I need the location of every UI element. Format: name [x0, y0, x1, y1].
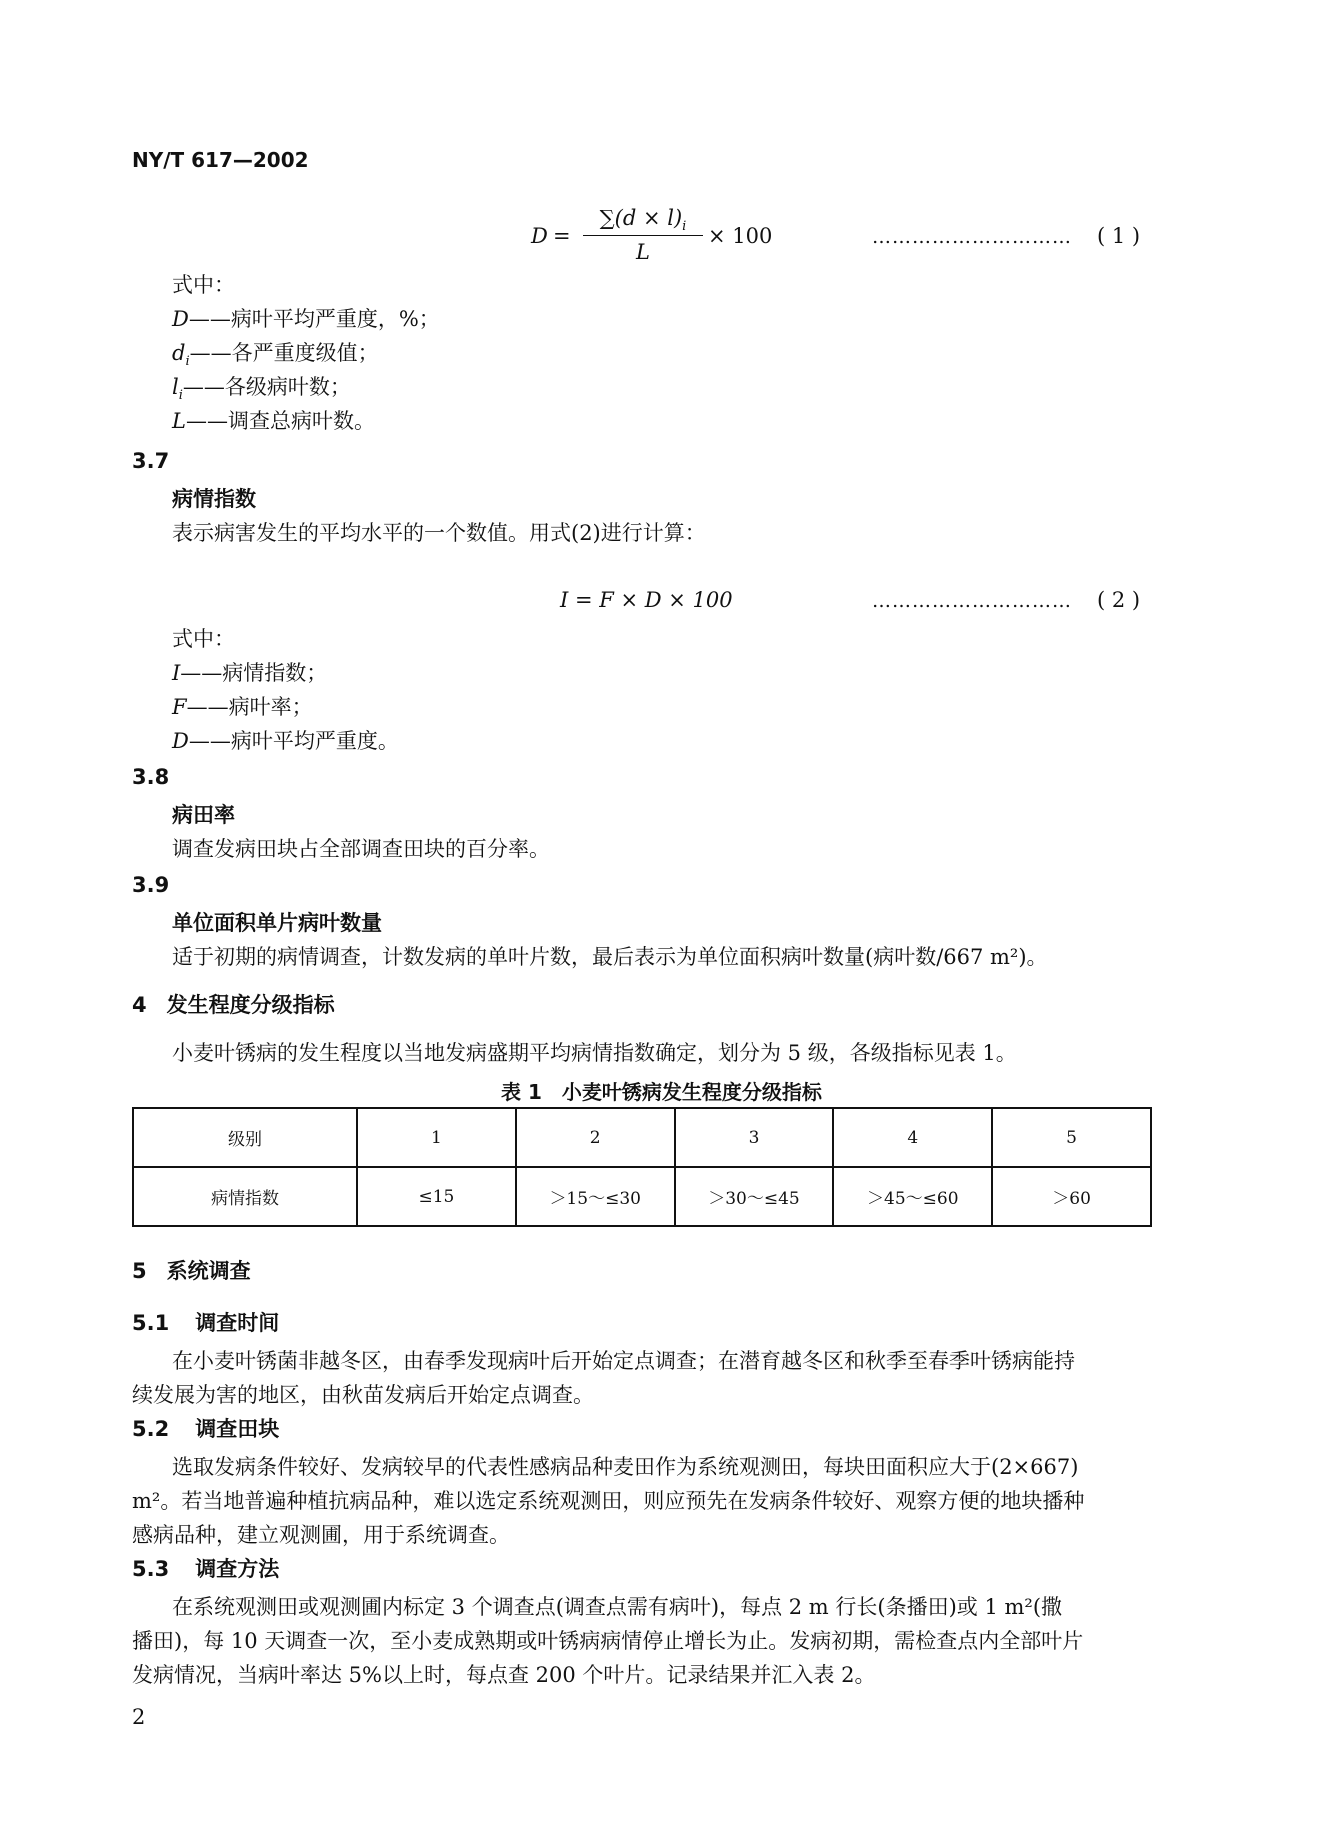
symbol: L	[172, 409, 186, 433]
symbol-subscript: i	[185, 354, 190, 370]
section-number-3-9: 3.9	[132, 873, 170, 897]
table-cell: 2	[516, 1108, 675, 1167]
table-header-cell: 级别	[133, 1108, 357, 1167]
formula-1-numerator-text: ∑(d × l)	[599, 206, 683, 230]
severity-grade-table	[132, 1107, 1152, 1227]
paragraph-line: m²。若当地普遍种植抗病品种，难以选定系统观测田，则应预先在发病条件较好、观察方便的地块播种	[132, 1489, 1085, 1513]
symbol: d	[172, 341, 186, 365]
standard-code: NY/T 617—2002	[132, 148, 309, 172]
term-diseased-field-rate: 病田率	[172, 803, 235, 827]
where2-item-F	[172, 692, 313, 722]
section-heading-5-3	[132, 1554, 279, 1584]
table-cell: 5	[992, 1108, 1151, 1167]
section-title: 调查时间	[195, 1311, 280, 1335]
section-heading-5-1	[132, 1308, 279, 1338]
symbol-description: ——病叶平均严重度。	[188, 729, 399, 753]
where2-item-D	[172, 726, 399, 756]
formula-1-denominator: L	[636, 240, 650, 264]
formula-1-dots: …………………………	[872, 226, 1072, 248]
table-header-cell: 病情指数	[133, 1167, 357, 1226]
table-cell: ＞45～≤60	[833, 1167, 992, 1226]
formula-1-eq: =	[553, 224, 571, 248]
section-title: 调查方法	[195, 1557, 280, 1581]
section-number: 4	[132, 993, 147, 1017]
paragraph-line: 续发展为害的地区，由秋苗发病后开始定点调查。	[132, 1383, 594, 1407]
section-title: 系统调查	[166, 1259, 251, 1283]
where-item-L	[172, 406, 375, 436]
formula-1-multiplier: × 100	[708, 224, 773, 248]
symbol: D	[172, 307, 189, 331]
where-item-D	[172, 304, 440, 334]
symbol: F	[172, 695, 187, 719]
section-title: 调查田块	[195, 1417, 280, 1441]
table-cell: 3	[675, 1108, 834, 1167]
table-cell: ≤15	[357, 1167, 516, 1226]
section-heading-5-2	[132, 1414, 279, 1444]
definition-diseased-field-rate: 调查发病田块占全部调查田块的百分率。	[172, 837, 550, 861]
section-number-3-7: 3.7	[132, 449, 170, 473]
paragraph-line: 在系统观测田或观测圃内标定 3 个调查点(调查点需有病叶)，每点 2 m 行长(条播田)或 1 m²(撒	[172, 1595, 1063, 1619]
symbol-description: ——各级病叶数；	[182, 375, 351, 399]
symbol-description: ——调查总病叶数。	[185, 409, 375, 433]
table-1-caption: 表 1 小麦叶锈病发生程度分级指标	[501, 1080, 822, 1104]
where-label-2: 式中：	[172, 627, 235, 651]
section-number: 5	[132, 1259, 147, 1283]
section-number: 5.3	[132, 1557, 170, 1581]
section-number: 5.2	[132, 1417, 170, 1441]
symbol: I	[172, 661, 181, 685]
paragraph-line: 在小麦叶锈菌非越冬区，由春季发现病叶后开始定点调查；在潜育越冬区和秋季至春季叶锈病能持	[172, 1349, 1075, 1373]
formula-1-numerator	[583, 206, 703, 234]
section-number-3-8: 3.8	[132, 765, 170, 789]
symbol: D	[172, 729, 189, 753]
formula-2-dots: …………………………	[872, 590, 1072, 612]
symbol-description: ——病叶率；	[186, 695, 313, 719]
paragraph-line: 发病情况，当病叶率达 5%以上时，每点查 200 个叶片。记录结果并汇入表 2。	[132, 1663, 876, 1687]
table-cell: 1	[357, 1108, 516, 1167]
formula-2-expression: I = F × D × 100	[560, 588, 733, 612]
term-disease-index: 病情指数	[172, 487, 256, 511]
definition-diseased-leaves-per-area: 适于初期的病情调查，计数发病的单叶片数，最后表示为单位面积病叶数量(病叶数/667 m²)。	[172, 945, 1048, 969]
symbol-description: ——各严重度级值；	[189, 341, 379, 365]
page-number: 2	[132, 1705, 146, 1729]
formula-2-number: ( 2 )	[1097, 588, 1141, 612]
paragraph-line: 选取发病条件较好、发病较早的代表性感病品种麦田作为系统观测田，每块田面积应大于(2×667)	[172, 1455, 1079, 1479]
formula-1-numerator-sub: i	[682, 219, 687, 235]
paragraph-line: 感病品种，建立观测圃，用于系统调查。	[132, 1523, 510, 1547]
table-cell: ＞30～≤45	[675, 1167, 834, 1226]
where-label-1: 式中：	[172, 273, 235, 297]
where2-item-I	[172, 658, 327, 688]
symbol-subscript: i	[178, 388, 183, 404]
definition-disease-index: 表示病害发生的平均水平的一个数值。用式(2)进行计算：	[172, 521, 706, 545]
symbol-description: ——病情指数；	[180, 661, 328, 685]
table-cell: 4	[833, 1108, 992, 1167]
section-number: 5.1	[132, 1311, 170, 1335]
section-heading-4	[132, 990, 335, 1020]
term-diseased-leaves-per-area: 单位面积单片病叶数量	[172, 911, 382, 935]
paragraph-line: 播田)，每 10 天调查一次，至小麦成熟期或叶锈病病情停止增长为止。发病初期，需检查点内全部叶片	[132, 1629, 1084, 1653]
formula-1-number: ( 1 )	[1097, 224, 1141, 248]
symbol: l	[172, 375, 179, 399]
section-title: 发生程度分级指标	[166, 993, 335, 1017]
section-heading-5	[132, 1256, 251, 1286]
table-cell: ＞60	[992, 1167, 1151, 1226]
table-row	[133, 1108, 1151, 1167]
formula-1-lhs: D	[531, 224, 548, 248]
symbol-description: ——病叶平均严重度，%；	[188, 307, 440, 331]
table-cell: ＞15～≤30	[516, 1167, 675, 1226]
formula-1-fraction	[583, 206, 703, 266]
section-4-paragraph: 小麦叶锈病的发生程度以当地发病盛期平均病情指数确定，划分为 5 级，各级指标见表 1。	[172, 1041, 1017, 1065]
table-row	[133, 1167, 1151, 1226]
formula-1-fraction-bar	[583, 235, 703, 236]
